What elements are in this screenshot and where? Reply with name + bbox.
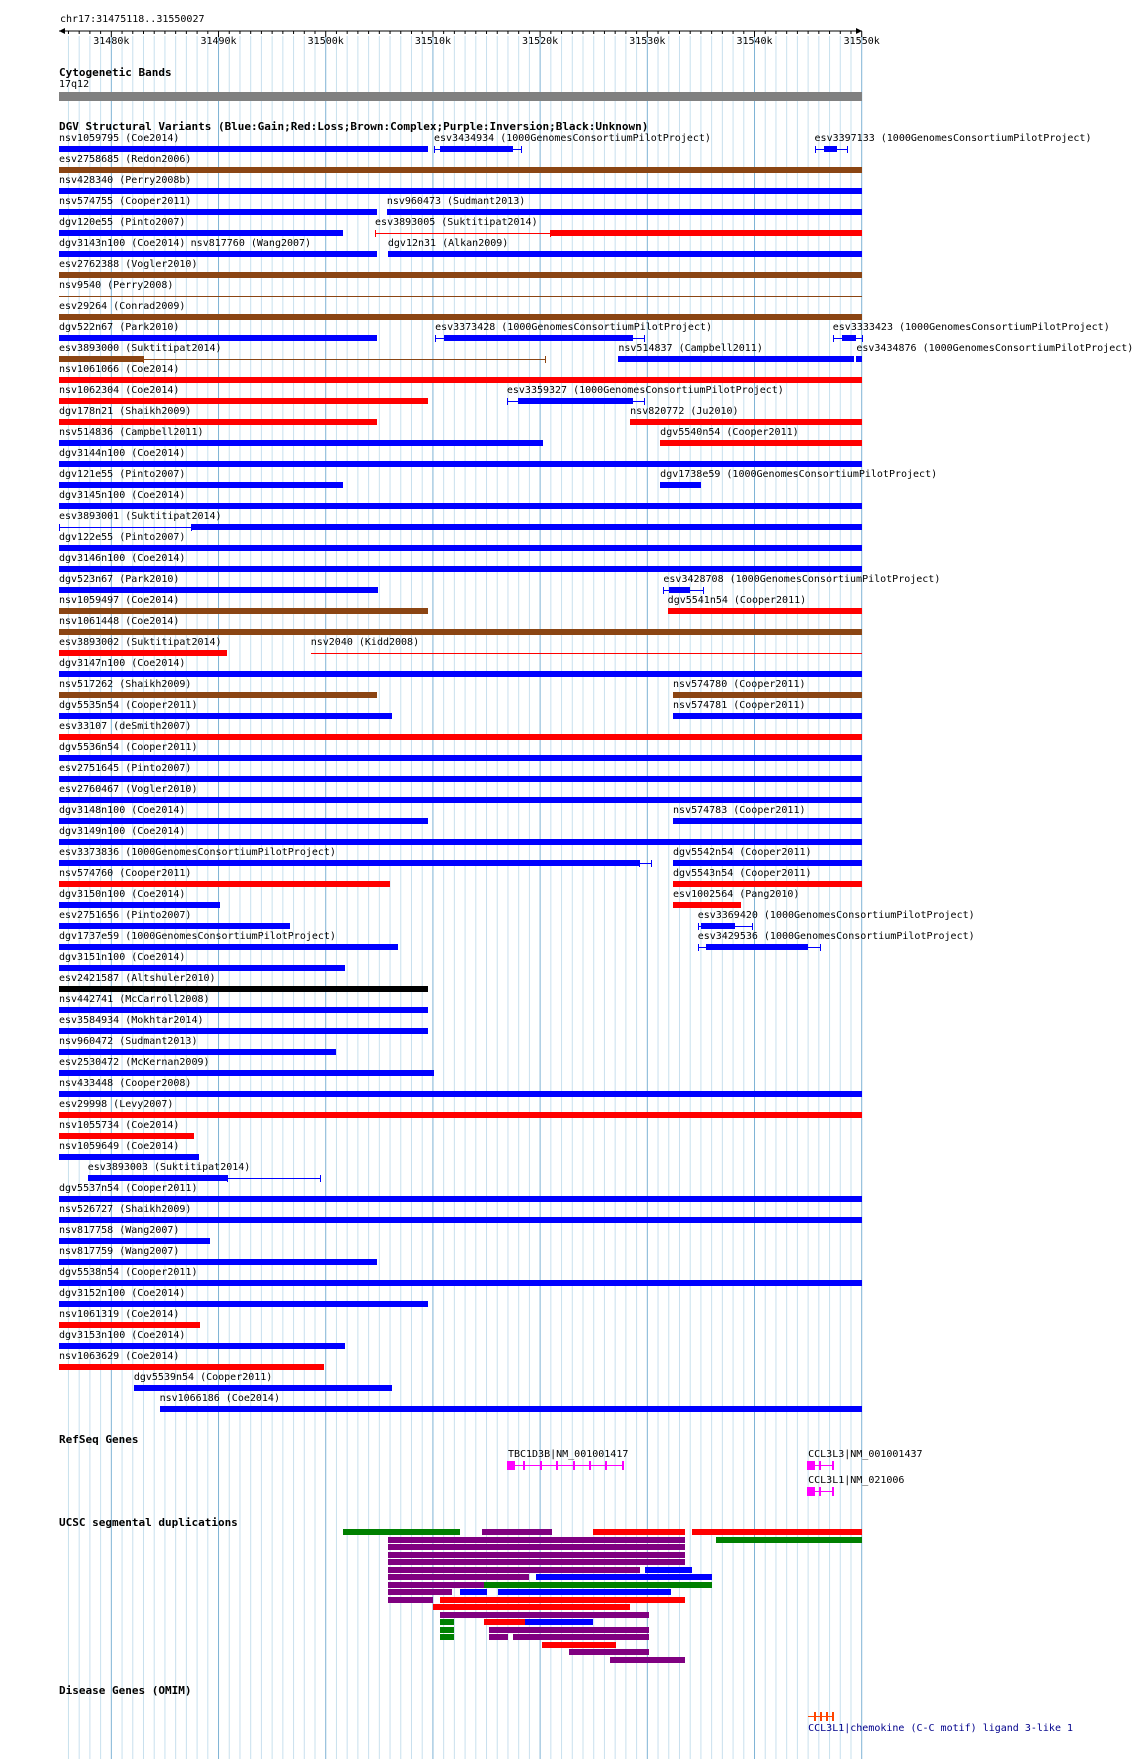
segdup-feature-bar[interactable] [388,1537,685,1543]
dgv-feature-bar[interactable] [59,314,862,320]
dgv-feature-bar[interactable] [160,1406,862,1412]
dgv-feature-label[interactable]: nsv1061066 (Coe2014) [59,364,180,375]
dgv-feature-label[interactable]: dgv5543n54 (Cooper2011) [673,868,812,879]
refseq-gene-exon [589,1461,591,1470]
dgv-feature-label[interactable]: esv3369420 (1000GenomesConsortiumPilotProject) [697,910,975,921]
dgv-feature-cap [644,398,645,405]
segdup-feature-bar[interactable] [388,1574,529,1580]
segdup-feature-bar[interactable] [536,1574,712,1580]
dgv-feature-label[interactable]: nsv9540 (Perry2008) [59,280,174,291]
ruler-arrow-left [59,28,65,34]
dgv-feature-cap [820,944,821,951]
dgv-feature-bar[interactable] [59,1217,862,1223]
segdup-feature-bar[interactable] [440,1612,649,1618]
dgv-feature-label[interactable]: nsv514837 (Campbell2011) [618,343,763,354]
dgv-feature-label[interactable]: esv3373836 (1000GenomesConsortiumPilotProject) [59,847,336,858]
dgv-feature-bar[interactable] [59,965,345,971]
dgv-feature-cap [862,335,863,342]
dgv-feature-label[interactable]: nsv1062304 (Coe2014) [59,385,180,396]
dgv-feature-bar[interactable] [59,335,377,341]
dgv-feature-label[interactable]: nsv574755 (Cooper2011) [59,196,192,207]
segdup-feature-bar[interactable] [484,1582,711,1588]
dgv-feature-bar[interactable] [59,272,862,278]
dgv-feature-bar[interactable] [59,545,862,551]
dgv-feature-bar[interactable] [630,419,862,425]
dgv-feature-bar[interactable] [59,296,862,297]
ruler-tick-label: 31480k [93,36,130,47]
dgv-feature-label[interactable]: dgv3152n100 (Coe2014) [59,1288,186,1299]
omim-track-title: Disease Genes (OMIM) [59,1684,192,1697]
dgv-feature-bar[interactable] [59,1112,862,1118]
segdup-feature-bar[interactable] [525,1619,593,1625]
refseq-gene-label[interactable]: CCL3L3|NM_001001437 [808,1449,923,1460]
dgv-feature-label[interactable]: nsv2040 (Kidd2008) [310,637,420,648]
segdup-feature-bar[interactable] [484,1619,525,1625]
segdup-feature-bar[interactable] [542,1642,616,1648]
dgv-feature-bar[interactable] [59,839,862,845]
dgv-feature-label[interactable]: nsv574783 (Cooper2011) [673,805,806,816]
dgv-feature-label[interactable]: nsv574781 (Cooper2011) [673,700,806,711]
ruler-tick-label: 31530k [629,36,666,47]
dgv-feature-cap [320,1175,321,1182]
dgv-feature-bar[interactable] [59,566,862,572]
dgv-feature-bar[interactable] [550,230,862,236]
dgv-feature-cap [833,335,834,342]
dgv-feature-cap [644,335,645,342]
dgv-feature-label[interactable]: esv3893002 (Suktitipat2014) [59,637,222,648]
dgv-feature-bar[interactable] [59,167,862,173]
dgv-feature-connector [59,527,191,528]
dgv-feature-cap [545,356,546,363]
dgv-feature-cap [651,860,652,867]
refseq-gene-exon [605,1461,607,1470]
dgv-feature-label[interactable]: esv3893000 (Suktitipat2014) [59,343,222,354]
dgv-feature-label[interactable]: esv3428708 (1000GenomesConsortiumPilotProject) [663,574,941,585]
ruler-tick-label: 31550k [843,36,880,47]
dgv-feature-label[interactable]: dgv522n67 (Park2010) [59,322,180,333]
ruler-tick-label: 31500k [307,36,344,47]
dgv-feature-cap [227,1175,228,1182]
dgv-feature-label[interactable]: nsv1061448 (Coe2014) [59,616,180,627]
refseq-gene-exon [807,1461,815,1470]
dgv-feature-label[interactable]: dgv3143n100 (Coe2014) [59,238,186,249]
omim-gene-exon [826,1712,828,1721]
refseq-gene-exon [540,1461,542,1470]
dgv-feature-label[interactable]: nsv433448 (Cooper2008) [59,1078,192,1089]
dgv-feature-bar[interactable] [673,818,862,824]
dgv-feature-bar[interactable] [59,923,290,929]
dgv-feature-bar[interactable] [191,251,378,257]
dgv-feature-bar[interactable] [59,650,227,656]
segdup-feature-bar[interactable] [388,1582,484,1588]
dgv-feature-label[interactable]: dgv178n21 (Shaikh2009) [59,406,192,417]
segdup-feature-bar[interactable] [440,1619,454,1625]
dgv-feature-bar[interactable] [673,902,741,908]
dgv-feature-label[interactable]: dgv5540n54 (Cooper2011) [660,427,799,438]
dgv-feature-bar[interactable] [59,1049,336,1055]
refseq-gene-exon [507,1461,515,1470]
dgv-feature-label[interactable]: nsv517262 (Shaikh2009) [59,679,192,690]
segdup-feature-bar[interactable] [440,1597,684,1603]
dgv-feature-label[interactable]: dgv12n31 (Alkan2009) [387,238,509,249]
refseq-gene-exon [819,1461,821,1470]
dgv-feature-bar[interactable] [59,1280,862,1286]
dgv-feature-bar[interactable] [191,524,862,530]
omim-gene-exon [814,1712,816,1721]
dgv-feature-cap [521,146,522,153]
dgv-feature-label[interactable]: esv3584934 (Mokhtar2014) [59,1015,204,1026]
dgv-feature-connector [227,1178,320,1179]
dgv-feature-bar[interactable] [842,335,856,341]
refseq-gene-exon [832,1461,834,1470]
dgv-feature-bar[interactable] [59,608,428,614]
dgv-feature-label[interactable]: esv3434934 (1000GenomesConsortiumPilotProject) [433,133,711,144]
dgv-feature-bar[interactable] [59,587,378,593]
segdup-feature-bar[interactable] [692,1529,862,1535]
dgv-feature-label[interactable]: dgv523n67 (Park2010) [59,574,180,585]
dgv-feature-label[interactable]: nsv1059649 (Coe2014) [59,1141,180,1152]
dgv-feature-bar[interactable] [669,587,690,593]
dgv-feature-label[interactable]: nsv820772 (Ju2010) [630,406,739,417]
dgv-feature-bar[interactable] [59,1322,200,1328]
dgv-feature-bar[interactable] [440,146,513,152]
dgv-feature-bar[interactable] [59,713,392,719]
dgv-feature-cap [815,146,816,153]
dgv-feature-bar[interactable] [59,1028,428,1034]
dgv-feature-cap [703,587,704,594]
dgv-feature-bar[interactable] [59,1007,428,1013]
dgv-feature-label[interactable]: esv3893001 (Suktitipat2014) [59,511,222,522]
dgv-feature-bar[interactable] [59,1070,434,1076]
dgv-feature-label[interactable]: nsv960473 (Sudmant2013) [386,196,526,207]
dgv-feature-cap [59,524,60,531]
dgv-feature-bar[interactable] [59,902,220,908]
segdup-feature-bar[interactable] [593,1529,685,1535]
dgv-feature-bar[interactable] [706,944,808,950]
dgv-feature-label[interactable]: dgv5538n54 (Cooper2011) [59,1267,198,1278]
dgv-feature-label[interactable]: esv3893003 (Suktitipat2014) [87,1162,251,1173]
segdup-feature-bar[interactable] [482,1529,552,1535]
dgv-feature-bar[interactable] [518,398,634,404]
dgv-feature-label[interactable]: dgv3145n100 (Coe2014) [59,490,186,501]
dgv-feature-label[interactable]: esv29264 (Conrad2009) [59,301,186,312]
segdup-feature-bar[interactable] [343,1529,460,1535]
segdup-feature-bar[interactable] [645,1567,692,1573]
ruler-arrow-right [856,28,862,34]
segdup-feature-bar[interactable] [610,1657,685,1663]
ruler-tick-label: 31490k [200,36,237,47]
refseq-gene-label[interactable]: CCL3L1|NM_021006 [808,1475,905,1486]
dgv-track-title: DGV Structural Variants (Blue:Gain;Red:Loss;Brown:Complex;Purple:Inversion;Black:Unknown) [59,120,649,133]
dgv-feature-cap [507,398,508,405]
dgv-feature-label[interactable]: nsv817759 (Wang2007) [59,1246,180,1257]
segdup-feature-bar[interactable] [388,1559,685,1565]
ruler-tick-label: 31520k [522,36,559,47]
dgv-feature-label[interactable]: nsv1055734 (Coe2014) [59,1120,180,1131]
dgv-feature-label[interactable]: esv3434876 (1000GenomesConsortiumPilotProject) [856,343,1133,354]
dgv-feature-label[interactable]: dgv5539n54 (Cooper2011) [133,1372,273,1383]
dgv-feature-bar[interactable] [59,1154,199,1160]
dgv-feature-label[interactable]: esv2530472 (McKernan2009) [59,1057,210,1068]
segdup-feature-bar[interactable] [513,1634,649,1640]
dgv-feature-label[interactable]: esv3333423 (1000GenomesConsortiumPilotProject) [832,322,1110,333]
segdup-feature-bar[interactable] [388,1552,685,1558]
dgv-feature-label[interactable]: dgv5536n54 (Cooper2011) [59,742,198,753]
dgv-feature-bar[interactable] [701,923,735,929]
refseq-gene-exon [819,1487,821,1496]
dgv-feature-label[interactable]: nsv574760 (Cooper2011) [59,868,192,879]
dgv-feature-bar[interactable] [668,608,862,614]
cytoband-label: 17q12 [59,79,90,90]
dgv-feature-bar[interactable] [59,188,862,194]
dgv-feature-label[interactable]: esv3359327 (1000GenomesConsortiumPilotProject) [506,385,784,396]
dgv-feature-connector [375,233,550,234]
dgv-feature-label[interactable]: dgv5537n54 (Cooper2011) [59,1183,198,1194]
segdup-feature-bar[interactable] [498,1589,671,1595]
dgv-feature-bar[interactable] [88,1175,227,1181]
dgv-feature-bar[interactable] [59,671,862,677]
dgv-feature-label[interactable]: esv2751656 (Pinto2007) [59,910,192,921]
dgv-feature-bar[interactable] [673,881,862,887]
dgv-feature-bar[interactable] [59,398,428,404]
segdup-feature-bar[interactable] [489,1627,650,1633]
segdup-track-title: UCSC segmental duplications [59,1516,238,1529]
dgv-feature-bar[interactable] [59,881,390,887]
dgv-feature-label[interactable]: nsv442741 (McCarroll2008) [59,994,210,1005]
dgv-feature-label[interactable]: esv3373428 (1000GenomesConsortiumPilotProject) [435,322,713,333]
dgv-feature-bar[interactable] [59,986,428,992]
dgv-feature-label[interactable]: dgv3146n100 (Coe2014) [59,553,186,564]
dgv-feature-bar[interactable] [59,944,398,950]
dgv-feature-label[interactable]: esv1002564 (Pang2010) [673,889,800,900]
dgv-feature-bar[interactable] [134,1385,392,1391]
dgv-feature-label[interactable]: dgv120e55 (Pinto2007) [59,217,186,228]
dgv-feature-label[interactable]: esv3893005 (Suktitipat2014) [375,217,538,228]
dgv-feature-bar[interactable] [59,1259,377,1265]
dgv-feature-label[interactable]: esv2762388 (Vogler2010) [59,259,198,270]
dgv-feature-cap [639,860,640,867]
dgv-feature-bar[interactable] [387,209,862,215]
dgv-feature-bar[interactable] [59,209,377,215]
dgv-feature-bar[interactable] [59,482,343,488]
dgv-feature-bar[interactable] [59,146,428,152]
dgv-feature-label[interactable]: esv29998 (Levy2007) [59,1099,174,1110]
dgv-feature-bar[interactable] [59,818,428,824]
refseq-gene-exon [807,1487,815,1496]
segdup-feature-bar[interactable] [716,1537,862,1543]
dgv-feature-label[interactable]: dgv3153n100 (Coe2014) [59,1330,186,1341]
dgv-feature-cap [752,923,753,930]
dgv-feature-label[interactable]: nsv428340 (Perry2008b) [59,175,192,186]
dgv-feature-label[interactable]: nsv526727 (Shaikh2009) [59,1204,192,1215]
dgv-feature-label[interactable]: dgv3149n100 (Coe2014) [59,826,186,837]
dgv-feature-bar[interactable] [59,860,639,866]
segdup-feature-bar[interactable] [440,1627,454,1633]
dgv-feature-bar[interactable] [59,1133,194,1139]
dgv-feature-bar[interactable] [311,653,862,654]
dgv-feature-label[interactable]: dgv5535n54 (Cooper2011) [59,700,198,711]
dgv-feature-label[interactable]: esv33107 (deSmith2007) [59,721,192,732]
dgv-feature-label[interactable]: esv3397133 (1000GenomesConsortiumPilotProject) [814,133,1092,144]
segdup-feature-bar[interactable] [489,1634,508,1640]
dgv-feature-label[interactable]: dgv5542n54 (Cooper2011) [673,847,812,858]
refseq-gene-exon [573,1461,575,1470]
dgv-feature-label[interactable]: dgv121e55 (Pinto2007) [59,469,186,480]
dgv-feature-label[interactable]: dgv3150n100 (Coe2014) [59,889,186,900]
dgv-feature-label[interactable]: nsv817758 (Wang2007) [59,1225,180,1236]
dgv-feature-label[interactable]: nsv817760 (Wang2007) [190,238,312,249]
dgv-feature-bar[interactable] [59,1238,210,1244]
segdup-feature-bar[interactable] [440,1634,454,1640]
ruler-tick-label: 31510k [414,36,451,47]
dgv-feature-bar[interactable] [59,629,862,635]
dgv-feature-cap [435,335,436,342]
dgv-feature-bar[interactable] [388,251,862,257]
dgv-feature-cap [434,146,435,153]
ruler-tick-label: 31540k [736,36,773,47]
dgv-feature-label[interactable]: dgv3148n100 (Coe2014) [59,805,186,816]
position-label: chr17:31475118..31550027 [60,14,205,25]
dgv-feature-label[interactable]: nsv514836 (Campbell2011) [59,427,204,438]
dgv-feature-label[interactable]: nsv1066186 (Coe2014) [159,1393,280,1404]
dgv-feature-label[interactable]: dgv3151n100 (Coe2014) [59,952,186,963]
dgv-feature-bar[interactable] [444,335,634,341]
refseq-track-title: RefSeq Genes [59,1433,139,1446]
dgv-feature-label[interactable]: esv2758685 (Redon2006) [59,154,192,165]
dgv-feature-bar[interactable] [59,440,543,446]
dgv-feature-bar[interactable] [673,713,862,719]
segdup-feature-bar[interactable] [388,1544,685,1550]
segdup-feature-bar[interactable] [569,1649,649,1655]
dgv-feature-label[interactable]: esv3429536 (1000GenomesConsortiumPilotProject) [697,931,975,942]
dgv-feature-cap [847,146,848,153]
dgv-feature-bar[interactable] [59,230,343,236]
dgv-feature-bar[interactable] [59,377,862,383]
dgv-feature-bar[interactable] [824,146,837,152]
dgv-feature-bar[interactable] [59,755,862,761]
dgv-feature-bar[interactable] [673,860,862,866]
dgv-feature-label[interactable]: dgv1737e59 (1000GenomesConsortiumPilotProject) [59,931,336,942]
dgv-feature-label[interactable]: nsv1061319 (Coe2014) [59,1309,180,1320]
segdup-feature-bar[interactable] [388,1567,640,1573]
dgv-feature-bar[interactable] [59,356,143,362]
dgv-feature-bar[interactable] [59,776,862,782]
dgv-feature-label[interactable]: esv2421587 (Altshuler2010) [59,973,216,984]
dgv-feature-label[interactable]: dgv1738e59 (1000GenomesConsortiumPilotProject) [660,469,938,480]
omim-gene-label[interactable]: CCL3L1|chemokine (C-C motif) ligand 3-like 1 [808,1723,1074,1734]
dgv-feature-label[interactable]: dgv3147n100 (Coe2014) [59,658,186,669]
dgv-feature-cap [375,230,376,237]
dgv-feature-bar[interactable] [59,1196,862,1202]
dgv-feature-cap [663,587,664,594]
refseq-gene-exon [556,1461,558,1470]
refseq-gene-label[interactable]: TBC1D3B|NM_001001417 [507,1449,629,1460]
segdup-feature-bar[interactable] [433,1604,630,1610]
dgv-feature-bar[interactable] [59,461,862,467]
dgv-feature-label[interactable]: esv2751645 (Pinto2007) [59,763,192,774]
segdup-feature-bar[interactable] [388,1589,452,1595]
dgv-feature-bar[interactable] [59,503,862,509]
dgv-feature-bar[interactable] [59,734,862,740]
dgv-feature-bar[interactable] [59,1364,324,1370]
dgv-feature-bar[interactable] [59,1301,428,1307]
refseq-gene-exon [622,1461,624,1470]
omim-gene-exon [832,1712,834,1721]
dgv-feature-bar[interactable] [856,356,862,362]
cytoband-track-title: Cytogenetic Bands [59,66,172,79]
dgv-feature-bar[interactable] [660,440,862,446]
dgv-feature-label[interactable]: dgv5541n54 (Cooper2011) [667,595,807,606]
dgv-feature-bar[interactable] [660,482,701,488]
dgv-feature-label[interactable]: nsv574780 (Cooper2011) [673,679,806,690]
dgv-feature-connector [143,359,545,360]
dgv-feature-bar[interactable] [59,1091,862,1097]
dgv-feature-label[interactable]: dgv122e55 (Pinto2007) [59,532,186,543]
segdup-feature-bar[interactable] [460,1589,487,1595]
dgv-feature-cap [698,923,699,930]
dgv-feature-label[interactable]: nsv1059497 (Coe2014) [59,595,180,606]
dgv-feature-label[interactable]: nsv1059795 (Coe2014) [59,133,180,144]
dgv-feature-cap [143,356,144,363]
dgv-feature-label[interactable]: dgv3144n100 (Coe2014) [59,448,186,459]
dgv-feature-bar[interactable] [59,1343,345,1349]
dgv-feature-cap [698,944,699,951]
dgv-feature-connector [639,863,651,864]
dgv-feature-bar[interactable] [618,356,854,362]
dgv-feature-label[interactable]: nsv960472 (Sudmant2013) [59,1036,198,1047]
omim-gene-exon [820,1712,822,1721]
refseq-gene-exon [523,1461,525,1470]
dgv-feature-bar[interactable] [59,419,377,425]
cytoband-bar[interactable] [59,92,862,101]
dgv-feature-bar[interactable] [59,797,862,803]
dgv-feature-label[interactable]: nsv1063629 (Coe2014) [59,1351,180,1362]
dgv-feature-bar[interactable] [59,692,377,698]
dgv-feature-label[interactable]: esv2760467 (Vogler2010) [59,784,198,795]
refseq-gene-exon [832,1487,834,1496]
dgv-feature-bar[interactable] [673,692,862,698]
segdup-feature-bar[interactable] [388,1597,433,1603]
